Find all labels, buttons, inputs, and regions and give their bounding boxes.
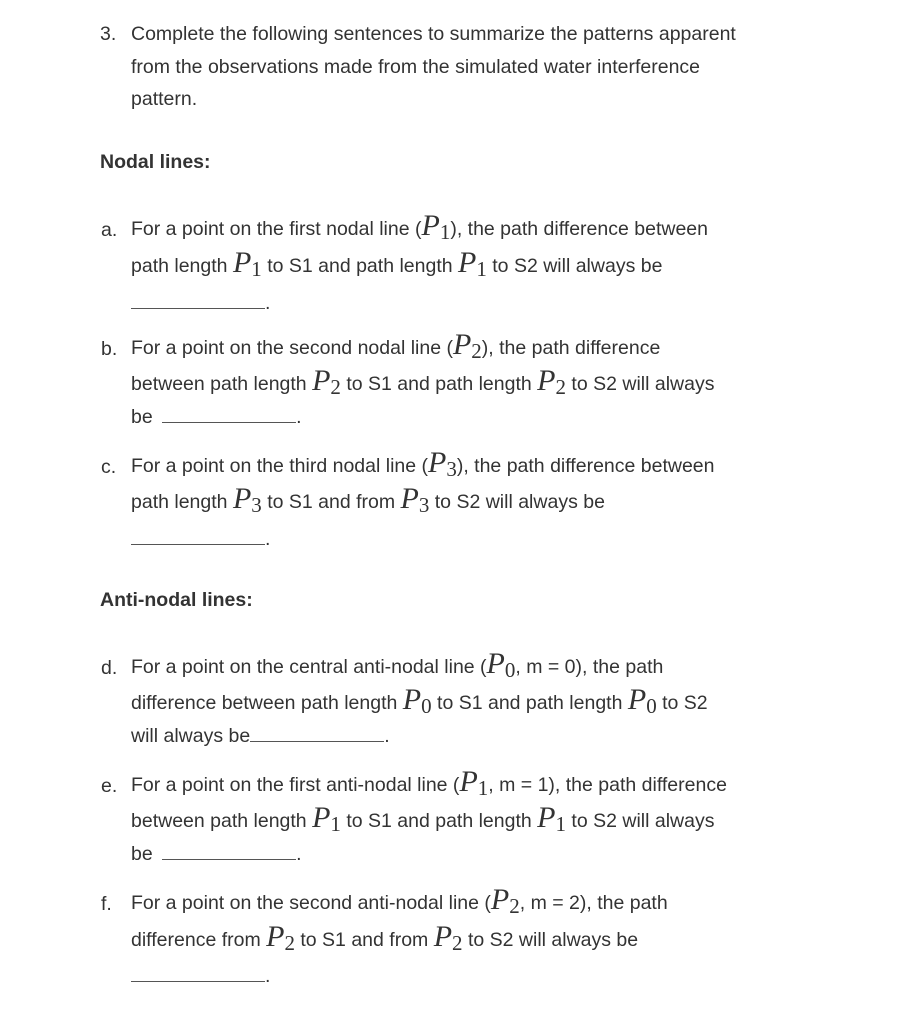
item-d-letter: d. bbox=[101, 657, 118, 679]
item-e-line-3: be . bbox=[131, 843, 302, 865]
p-symbol: $P_1$ bbox=[312, 801, 341, 836]
item-c-line-1: For a point on the third nodal line $(P_3)$, the path difference between bbox=[131, 446, 715, 481]
item-b-line-1: For a point on the second nodal line $(P_2)$, the path difference bbox=[131, 328, 661, 363]
answer-blank[interactable] bbox=[131, 980, 265, 982]
item-a-line-2: path length $P_1$ to S1 and path length $P_1$ to S2 will always be bbox=[131, 246, 663, 281]
p-symbol: $P_3$ bbox=[232, 482, 262, 517]
item-e-line-2: between path length $P_1$ to S1 and path length $P_1$ to S2 will always bbox=[131, 801, 715, 836]
question-line-3: pattern. bbox=[131, 88, 198, 110]
item-d-line-2: difference between path length $P_0$ to S1 and path length $P_0$ to S2 bbox=[131, 683, 708, 718]
item-e-letter: e. bbox=[101, 775, 118, 797]
item-b-letter: b. bbox=[101, 338, 118, 360]
item-c-letter: c. bbox=[101, 456, 117, 478]
item-e-line-1: For a point on the first anti-nodal line ($P_1$, m = 1), the path difference bbox=[131, 765, 727, 800]
p-symbol: $P_1$ bbox=[232, 246, 262, 281]
question-line-1: Complete the following sentences to summarize the patterns apparent bbox=[131, 23, 736, 45]
p-symbol: $P_1$ bbox=[537, 801, 566, 836]
p-symbol: $P_0$ bbox=[627, 683, 657, 718]
question-number: 3. bbox=[100, 23, 117, 45]
item-a-answer-blank[interactable]: . bbox=[131, 292, 270, 315]
p-symbol: $P_2$ bbox=[433, 920, 463, 955]
p-symbol: $P_3$ bbox=[400, 482, 430, 517]
p-symbol: $P_2$ bbox=[266, 920, 295, 955]
item-d-line-3: will always be . bbox=[131, 725, 390, 747]
item-f-line-1: For a point on the second anti-nodal line ($P_2$, m = 2), the path bbox=[131, 883, 668, 918]
item-a-line-1: For a point on the first nodal line $(P_1)$, the path difference between bbox=[131, 209, 708, 244]
p-symbol: $P_2$ bbox=[537, 364, 566, 399]
answer-blank[interactable] bbox=[131, 543, 265, 545]
p-symbol: $P_1$ bbox=[458, 246, 487, 281]
item-f-line-2: difference from $P_2$ to S1 and from $P_2$ to S2 will always be bbox=[131, 920, 639, 955]
item-b-line-2: between path length $P_2$ to S1 and path length $P_2$ to S2 will always bbox=[131, 364, 715, 399]
answer-blank[interactable] bbox=[250, 740, 384, 742]
answer-blank[interactable] bbox=[131, 307, 265, 309]
item-f-answer-blank[interactable]: . bbox=[131, 965, 270, 988]
p-symbol: $P_2$ bbox=[452, 328, 482, 363]
p-symbol: $P_0$ bbox=[402, 683, 432, 718]
p-symbol: $P_2$ bbox=[490, 883, 520, 918]
anti-nodal-lines-heading: Anti-nodal lines: bbox=[100, 589, 253, 611]
p-symbol: $P_0$ bbox=[486, 647, 516, 682]
p-symbol: $P_1$ bbox=[459, 765, 489, 800]
answer-blank[interactable] bbox=[162, 858, 296, 860]
item-c-answer-blank[interactable]: . bbox=[131, 528, 270, 551]
answer-blank[interactable] bbox=[162, 421, 296, 423]
item-f-letter: f. bbox=[101, 893, 112, 915]
question-line-2: from the observations made from the simulated water interference bbox=[131, 56, 701, 78]
item-d-line-1: For a point on the central anti-nodal line ($P_0$, m = 0), the path bbox=[131, 647, 664, 682]
nodal-lines-heading: Nodal lines: bbox=[100, 151, 211, 173]
p-symbol: $P_3$ bbox=[428, 446, 457, 481]
p-symbol: $P_2$ bbox=[312, 364, 341, 399]
item-c-line-2: path length $P_3$ to S1 and from $P_3$ to S2 will always be bbox=[131, 482, 605, 517]
item-a-letter: a. bbox=[101, 219, 118, 241]
item-b-line-3: be . bbox=[131, 406, 302, 428]
p-symbol: $P_1$ bbox=[421, 209, 451, 244]
